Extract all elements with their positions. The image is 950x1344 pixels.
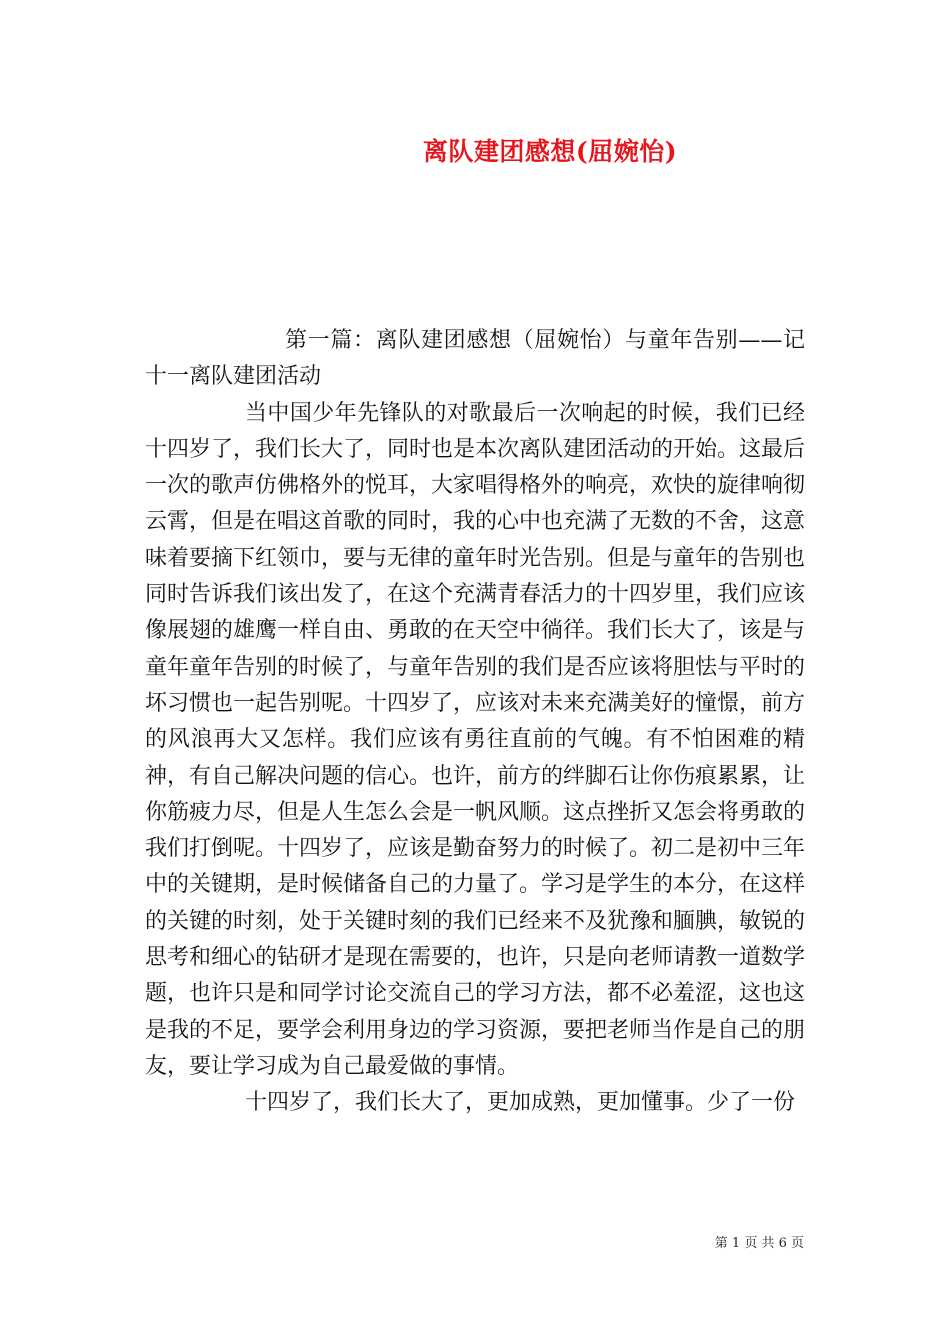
document-body: [145, 323, 805, 1122]
body-paragraph: 十四岁了，我们长大了，更加成熟，更加懂事。少了一份: [245, 1090, 796, 1116]
section-heading: 第一篇：离队建团感想（屈婉怡）与童年告别——记十一离队建团活动: [145, 328, 805, 390]
page-indicator: 第 1 页 共 6 页: [714, 1236, 804, 1251]
document-title: 离队建团感想(屈婉怡): [422, 137, 678, 166]
body-paragraph: 当中国少年先锋队的对歌最后一次响起的时候，我们已经十四岁了，我们长大了，同时也是本次离队建团活动的开始。这最后一次的歌声仿佛格外的悦耳，大家唱得格外的响亮，欢快的旋律响彻云霄，但是在唱这首歌的同时，我的心中也充满了无数的不舍，这意味着要摘下红领巾，要与无律的童年时光告别。但是与童年的告别也同时告诉我们该出发了，在这个充满青春活力的十四岁里，我们应该像展翅的雄鹰一样自由、勇敢的在天空中徜徉。我们长大了，该是与童年童年告别的时候了，与童年告别的我们是否应该将胆怯与平时的坏习惯也一起告别呢。十四岁了，应该对未来充满美好的憧憬，前方的风浪再大又怎样。我们应该有勇往直前的气魄。有不怕困难的精神，有自己解决问题的信心。也许，前方的绊脚石让你伤痕累累，让你筋疲力尽，但是人生怎么会是一帆风顺。这点挫折又怎会将勇敢的我们打倒呢。十四岁了，应该是勤奋努力的时候了。初二是初中三年中的关键期，是时候储备自己的力量了。学习是学生的本分，在这样的关键的时刻，处于关键时刻的我们已经来不及犹豫和腼腆，敏锐的思考和细心的钻研才是现在需要的，也许，只是向老师请教一道数学题，也许只是和同学讨论交流自己的学习方法，都不必羞涩，这也这是我的不足，要学会利用身边的学习资源，要把老师当作是自己的朋友，要让学习成为自己最爱做的事情。: [145, 400, 806, 1079]
